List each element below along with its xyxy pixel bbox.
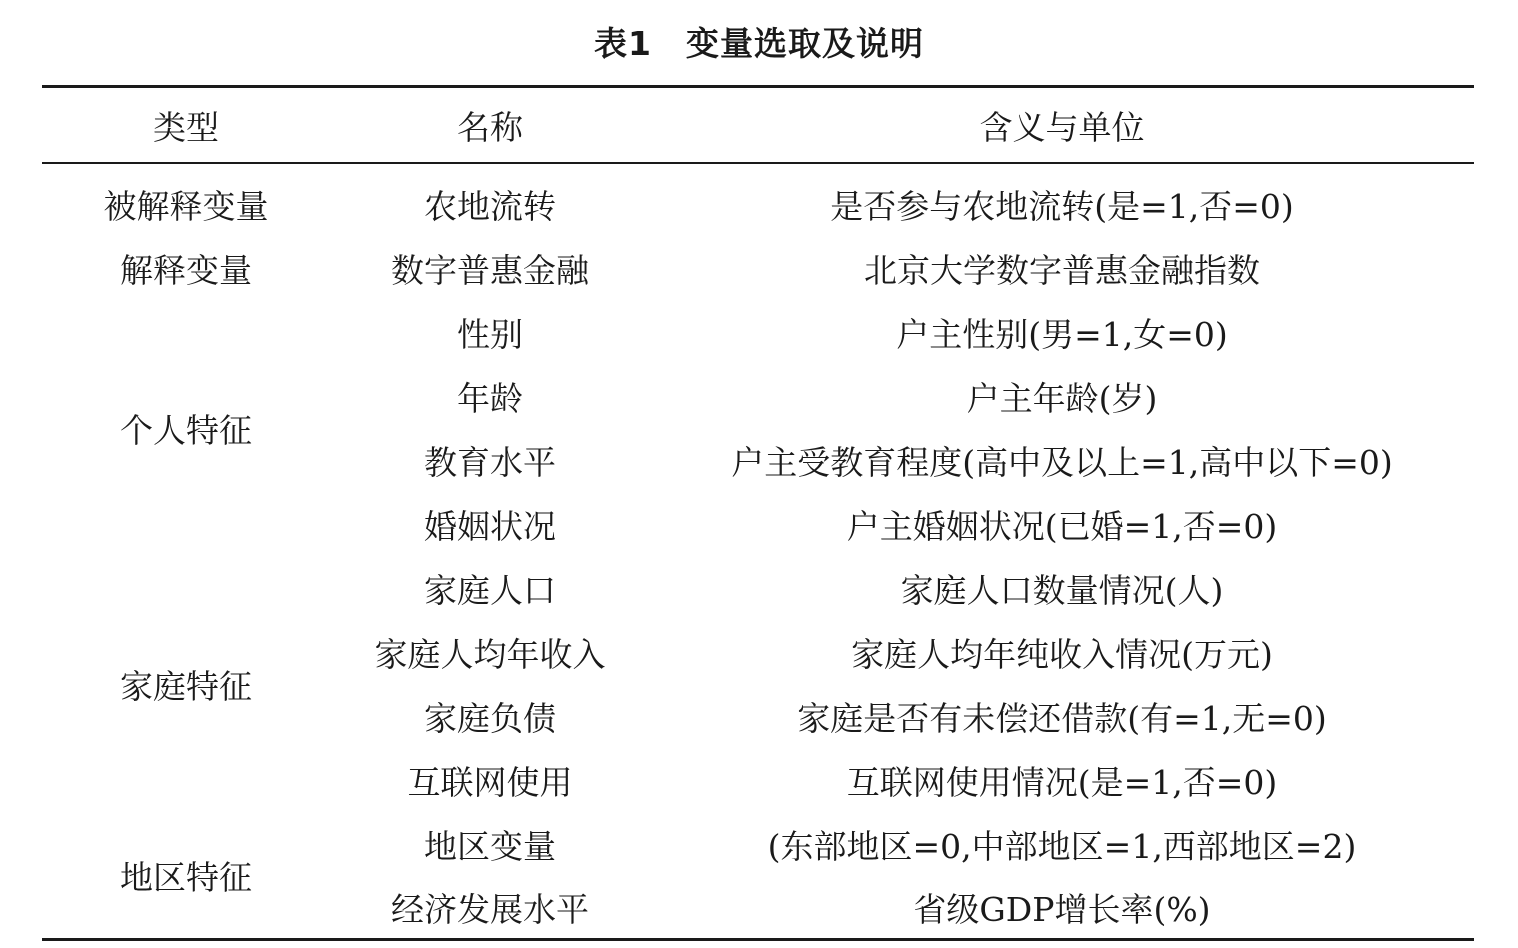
variable-meaning-cell: 家庭人口数量情况(人) (900, 570, 1224, 610)
variable-name-cell: 年龄 (457, 378, 523, 418)
variable-name-cell: 教育水平 (424, 442, 556, 482)
variable-meaning-cell: 户主受教育程度(高中及以上=1,高中以下=0) (731, 442, 1393, 482)
variable-meaning-cell: 是否参与农地流转(是=1,否=0) (830, 186, 1294, 226)
variable-name-cell: 经济发展水平 (391, 889, 589, 929)
variable-name-cell: 农地流转 (424, 186, 556, 226)
category-cell: 解释变量 (120, 250, 252, 290)
table-row (42, 163, 1474, 236)
table-row (42, 300, 1474, 364)
table-body (42, 163, 1474, 940)
variable-meaning-cell: 互联网使用情况(是=1,否=0) (846, 762, 1278, 802)
category-cell: 被解释变量 (103, 186, 269, 226)
category-cell: 个人特征 (120, 410, 252, 450)
variable-name-cell: 互联网使用 (407, 762, 573, 802)
variable-name-cell: 数字普惠金融 (391, 250, 589, 290)
variable-meaning-cell: 户主婚姻状况(已婚=1,否=0) (846, 506, 1278, 546)
variable-name-cell: 家庭人口 (424, 570, 556, 610)
category-cell: 地区特征 (120, 857, 252, 897)
variable-meaning-cell: 家庭是否有未偿还借款(有=1,无=0) (797, 698, 1327, 738)
variable-name-cell: 家庭人均年收入 (374, 634, 606, 674)
variable-table-container (42, 85, 1474, 941)
header-meaning: 含义与单位 (979, 107, 1145, 147)
header-type: 类型 (153, 107, 219, 147)
table-row (42, 812, 1474, 876)
variable-meaning-cell: (东部地区=0,中部地区=1,西部地区=2) (767, 826, 1357, 866)
table-row (42, 556, 1474, 620)
category-cell: 家庭特征 (120, 666, 252, 706)
variable-name-cell: 地区变量 (424, 826, 556, 866)
variable-meaning-cell: 家庭人均年纯收入情况(万元) (851, 634, 1273, 674)
variable-meaning-cell: 北京大学数字普惠金融指数 (864, 250, 1260, 290)
table-row (42, 236, 1474, 300)
variable-name-cell: 婚姻状况 (424, 506, 556, 546)
header-name: 名称 (457, 107, 523, 147)
variable-table (42, 85, 1474, 941)
table-header (42, 87, 1474, 164)
variable-name-cell: 性别 (457, 314, 523, 354)
variable-meaning-cell: 省级GDP增长率(%) (913, 889, 1211, 929)
variable-meaning-cell: 户主年龄(岁) (966, 378, 1158, 418)
header-row (42, 87, 1474, 164)
table-title: 变量选取及说明 (685, 24, 924, 63)
variable-name-cell: 家庭负债 (424, 698, 556, 738)
variable-meaning-cell: 户主性别(男=1,女=0) (896, 314, 1228, 354)
table-number: 表1 (594, 24, 652, 63)
table-caption (0, 22, 1518, 66)
